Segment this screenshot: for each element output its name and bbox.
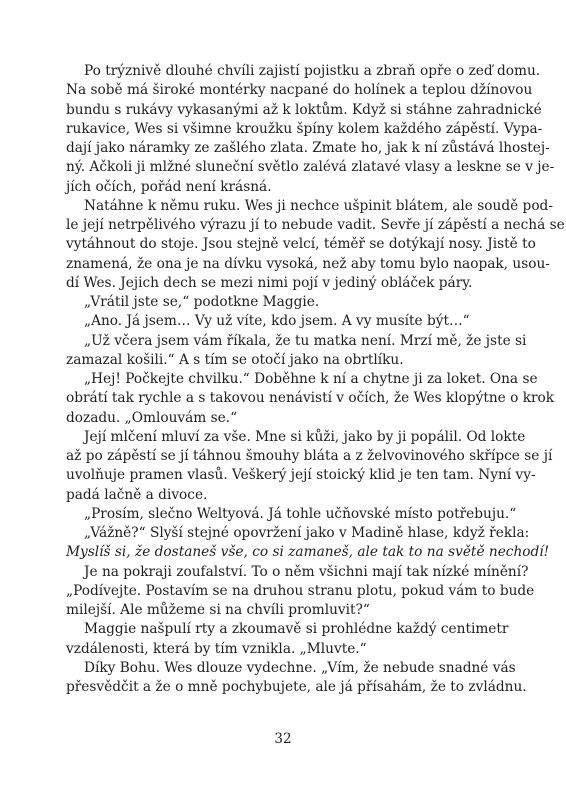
text-line: dozadu. „Omlouvám se.“: [66, 409, 238, 426]
text-line: uvolňuje pramen vlasů. Veškerý její stoický klid je ten tam. Nyní vy-: [66, 467, 536, 484]
text-line: Je na pokraji zoufalství. To o něm všichni mají tak nízké mínění?: [84, 563, 529, 580]
text-line: ný. Ačkoli ji mlžné sluneční světlo zalévá zlatavé vlasy a leskne se v je-: [66, 159, 555, 176]
text-line: „Už včera jsem vám říkala, že tu matka není. Mrzí mě, že jste si: [84, 332, 527, 349]
text-line: Díky Bohu. Wes dlouze vydechne. „Vím, že nebude snadné vás: [84, 659, 516, 676]
text-line: Její mlčení mluví za vše. Mne si kůži, jako by ji popálil. Od lokte: [84, 428, 526, 445]
text-line: znamená, že ona je na dívku vysoká, než aby tomu bylo naopak, usou-: [66, 255, 550, 272]
text-line: Natáhne k němu ruku. Wes ji nechce ušpinit blátem, ale soudě pod-: [84, 197, 553, 214]
text-line: až po zápěstí se jí táhnou šmouhy bláta a z želvovinového skřípce se jí: [66, 448, 553, 464]
text-line: bundu s rukávy vykasanými až k loktům. Když si stáhne zahradnické: [66, 101, 542, 118]
text-line: „Vrátil jste se,“ podotkne Maggie.: [84, 294, 320, 310]
text-line: vzdálenosti, která by tím vznikla. „Mluvte.“: [66, 640, 367, 657]
text-line: dají jako náramky ze zašlého zlata. Zmate ho, jak k ní zůstává lhostej-: [66, 140, 550, 156]
text-line: „Prosím, slečno Weltyová. Já tohle učňovské místo potřebuju.“: [84, 505, 517, 522]
body-text: [66, 62, 565, 697]
text-line: rukavice, Wes si všimne kroužku špíny kolem každého zápěstí. Vypa-: [66, 120, 543, 137]
text-line: zamazal košili.“ A s tím se otočí jako na obrtlíku.: [66, 351, 404, 368]
italic-text-line: Myslíš si, že dostaneš vše, co si zamaneš, ale tak to na světě nechodí!: [66, 544, 550, 561]
page-number: 32: [274, 731, 292, 747]
text-line: milejší. Ale můžeme si na chvíli promluvit?“: [66, 602, 370, 618]
text-line: „Hej! Počkejte chvilku.“ Doběhne k ní a chytne ji za loket. Ona se: [84, 371, 538, 387]
text-line: „Vážně?“ Slyší stejné opovržení jako v Madině hlase, když řekla:: [84, 525, 530, 541]
text-line: Po trýznivě dlouhé chvíli zajistí pojistku a zbraň opře o zeď domu.: [84, 63, 541, 79]
text-line: Maggie našpulí rty a zkoumavě si prohlédne každý centimetr: [84, 621, 509, 638]
text-line: padá lačně a divoce.: [66, 486, 208, 503]
text-line: le její netrpělivého výrazu jí to nebude vadit. Sevře jí zápěstí a nechá se: [66, 217, 565, 233]
text-line: „Ano. Já jsem… Vy už víte, kdo jsem. A vy musíte být…“: [84, 313, 470, 330]
text-line: jích očích, pořád není krásná.: [66, 178, 272, 195]
text-line: obrátí tak rychle a s takovou nenávistí v očích, že Wes klopýtne o krok: [66, 390, 555, 407]
text-line: dí Wes. Jejich dech se mezi nimi pojí v jediný obláček páry.: [66, 274, 473, 291]
text-line: „Podívejte. Postavím se na druhou stranu plotu, pokud vám to bude: [66, 582, 535, 599]
text-line: přesvědčit a že o mně pochybujete, ale já přísahám, že to zvládnu.: [66, 679, 527, 695]
text-line: vytáhnout do stoje. Jsou stejně velcí, téměř se dotýkají nosy. Jistě to: [66, 236, 536, 253]
text-line: Na sobě má široké montérky nacpané do holínek a teplou džínovou: [66, 82, 533, 99]
